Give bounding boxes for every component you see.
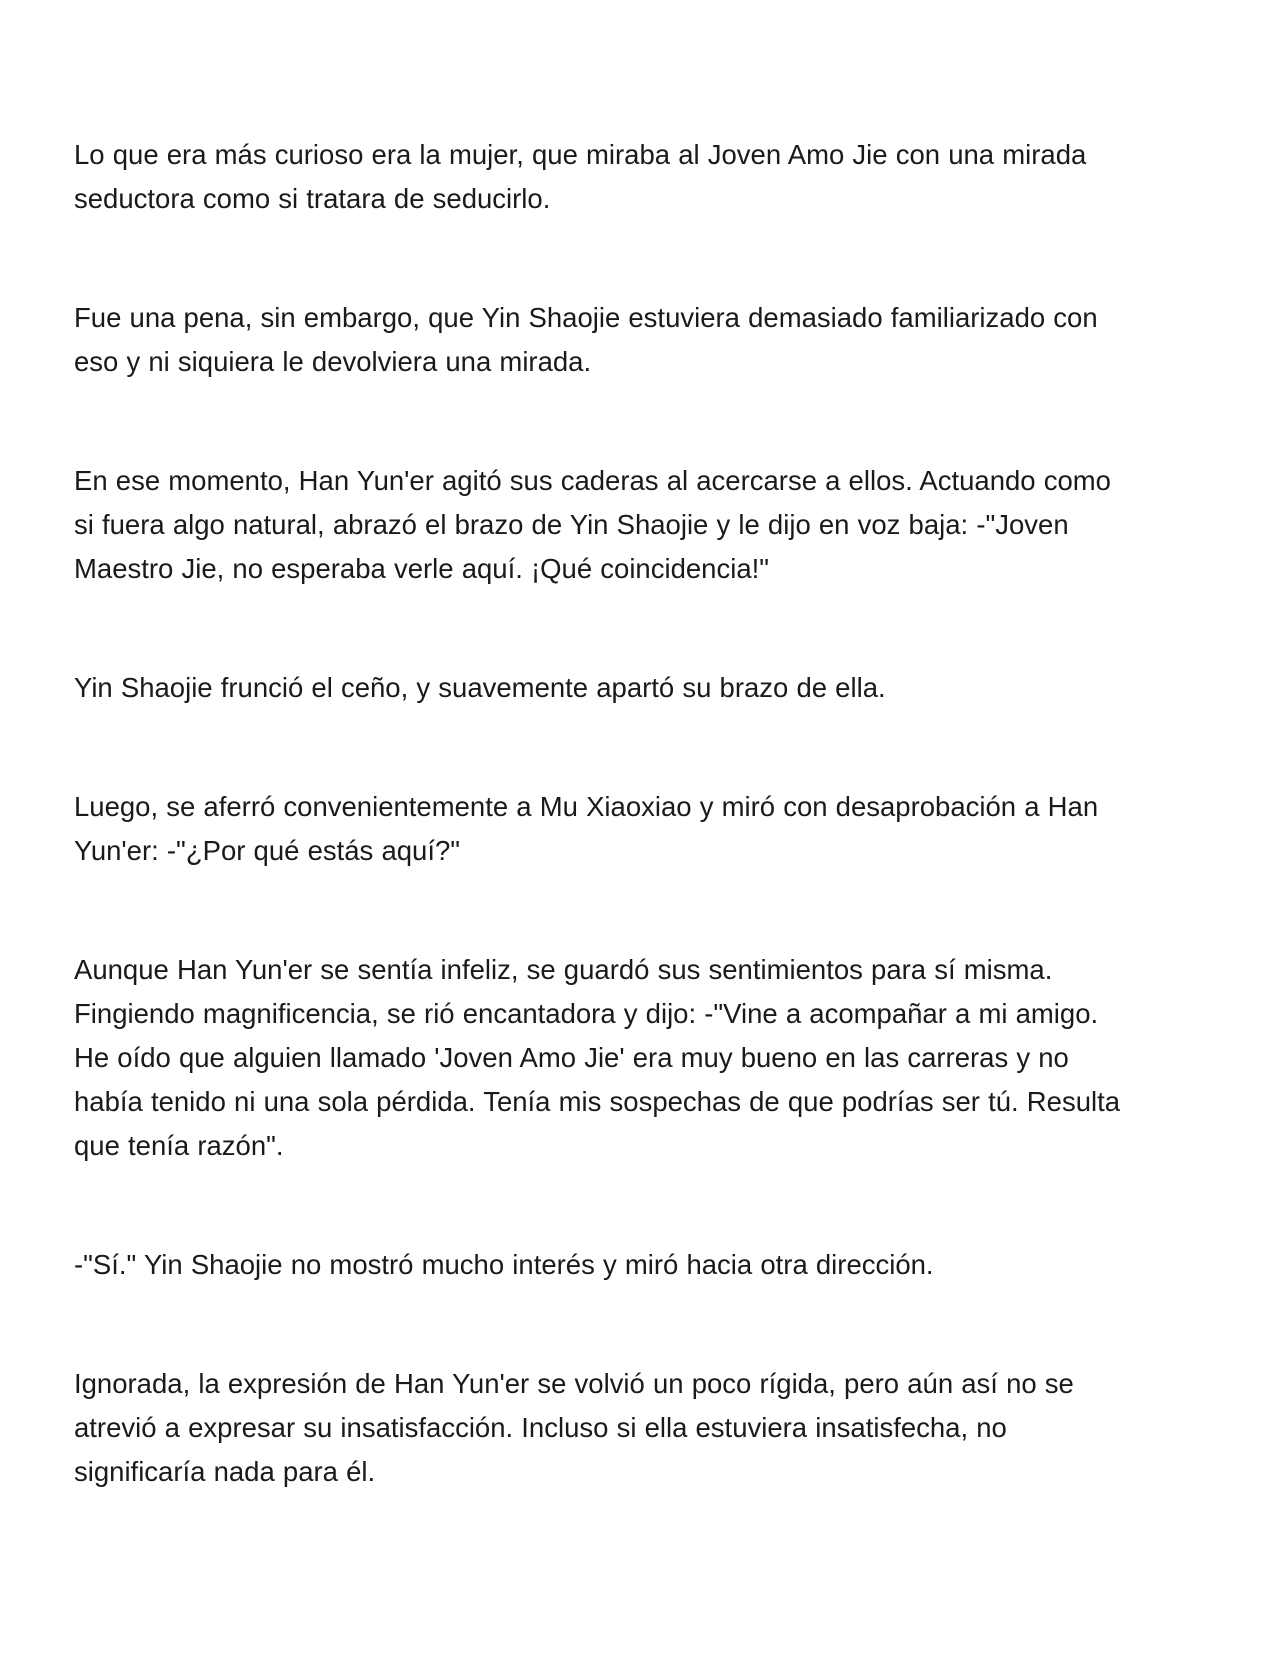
paragraph-1: Lo que era más curioso era la mujer, que miraba al Joven Amo Jie con una mirada seductora como si tratara de seducirlo. bbox=[74, 139, 1087, 214]
paragraph-6: Aunque Han Yun'er se sentía infeliz, se guardó sus sentimientos para sí misma. Fingiendo magnificencia, se rió encantadora y dijo: -"Vine a acompañar a mi amigo. He oído que alguien llamado 'Joven Amo Jie' era muy bueno en las carreras y no había tenido ni una sola pérdida. Tenía mis sospechas de que podrías ser tú. Resulta que tenía razón". bbox=[74, 954, 1121, 1161]
document-body bbox=[74, 133, 1234, 1494]
paragraph-7: -"Sí." Yin Shaojie no mostró mucho interés y miró hacia otra dirección. bbox=[74, 1249, 934, 1280]
paragraph-4: Yin Shaojie frunció el ceño, y suavemente apartó su brazo de ella. bbox=[74, 672, 886, 703]
paragraph-2: Fue una pena, sin embargo, que Yin Shaojie estuviera demasiado familiarizado con eso y ni siquiera le devolviera una mirada. bbox=[74, 302, 1098, 377]
paragraph-8: Ignorada, la expresión de Han Yun'er se volvió un poco rígida, pero aún así no se atrevió a expresar su insatisfacción. Incluso si ella estuviera insatisfecha, no significaría nada para él. bbox=[74, 1368, 1074, 1487]
paragraph-3: En ese momento, Han Yun'er agitó sus caderas al acercarse a ellos. Actuando como si fuera algo natural, abrazó el brazo de Yin Shaojie y le dijo en voz baja: -"Joven Maestro Jie, no esperaba verle aquí. ¡Qué coincidencia!" bbox=[74, 465, 1111, 584]
paragraph-5: Luego, se aferró convenientemente a Mu Xiaoxiao y miró con desaprobación a Han Yun'er: -"¿Por qué estás aquí?" bbox=[74, 791, 1099, 866]
